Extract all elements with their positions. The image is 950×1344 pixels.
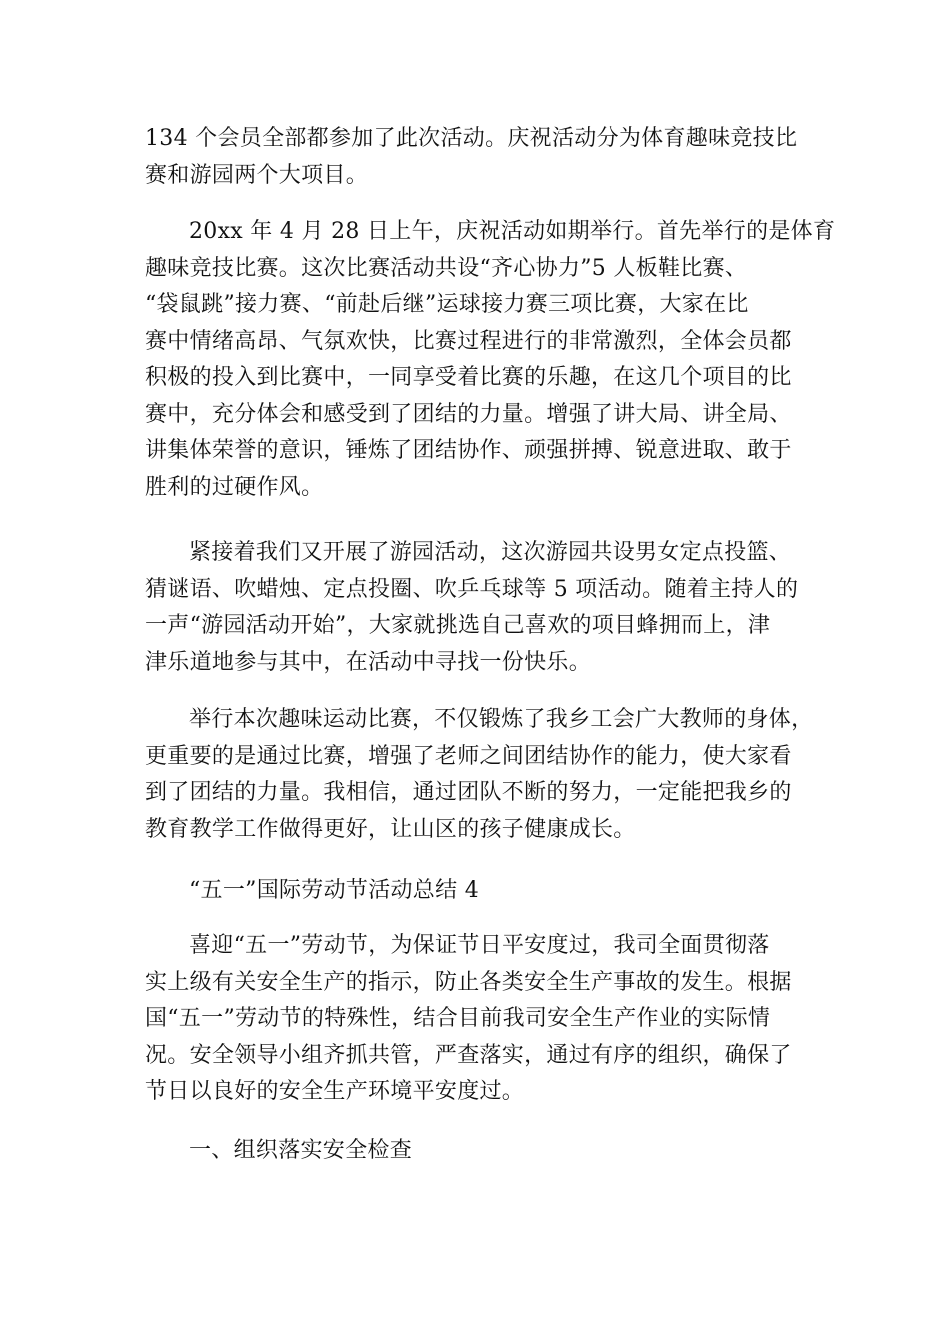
text-line: 赛和游园两个大项目。 [145, 162, 369, 188]
text-line: “袋鼠跳”接力赛、“前赴后继”运球接力赛三项比赛，大家在比 [145, 292, 749, 317]
text-line: 赛中，充分体会和感受到了团结的力量。增强了讲大局、讲全局、 [145, 401, 792, 427]
text-line: 紧接着我们又开展了游园活动，这次游园共设男女定点投篮、 [189, 540, 792, 565]
text-line: 国“五一”劳动节的特殊性，结合目前我司安全生产作业的实际情 [145, 1006, 771, 1031]
text-line: 喜迎“五一”劳动节，为保证节日平安度过，我司全面贯彻落 [189, 933, 770, 958]
text-line: 到了团结的力量。我相信，通过团队不断的努力，一定能把我乡的 [145, 780, 792, 805]
subheading-safety-inspection [145, 1133, 805, 1170]
text-line: 节日以良好的安全生产环境平安度过。 [145, 1079, 525, 1104]
section-heading-labor-day-summary-4 [145, 873, 805, 910]
heading-line: 一、组织落实安全检查 [189, 1138, 413, 1163]
text-line: 胜利的过硬作风。 [145, 474, 324, 500]
heading-line: “五一”国际劳动节活动总结 4 [189, 878, 479, 903]
text-line: 津乐道地参与其中，在活动中寻找一份快乐。 [145, 649, 592, 675]
text-line: 教育教学工作做得更好，让山区的孩子健康成长。 [145, 816, 636, 842]
paragraph-conclusion [145, 702, 814, 848]
text-line: 趣味竞技比赛。这次比赛活动共设“齐心协力”5 人板鞋比赛、 [145, 255, 748, 281]
text-line: 134 个会员全部都参加了此次活动。庆祝活动分为体育趣味竞技比 [145, 126, 798, 151]
text-line: 更重要的是通过比赛，增强了老师之间团结协作的能力，使大家看 [145, 743, 792, 769]
paragraph-sports-competition [145, 214, 836, 506]
text-line: 讲集体荣誉的意识，锤炼了团结协作、顽强拼搏、锐意进取、敢于 [145, 438, 792, 463]
paragraph-safety-production [145, 928, 805, 1111]
text-line: 况。安全领导小组齐抓共管，严查落实，通过有序的组织，确保了 [145, 1042, 792, 1068]
text-line: 猜谜语、吹蜡烛、定点投圈、吹乒乓球等 5 项活动。随着主持人的 [145, 576, 799, 602]
text-line: 20xx 年 4 月 28 日上午，庆祝活动如期举行。首先举行的是体育 [189, 219, 836, 244]
text-line: 赛中情绪高昂、气氛欢快，比赛过程进行的非常激烈，全体会员都 [145, 328, 792, 354]
paragraph-garden-party [145, 535, 805, 681]
text-line: 一声“游园活动开始”，大家就挑选自己喜欢的项目蜂拥而上，津 [145, 613, 771, 638]
text-line: 举行本次趣味运动比赛，不仅锻炼了我乡工会广大教师的身体， [189, 707, 814, 732]
paragraph-member-participation [145, 121, 805, 194]
text-line: 实上级有关安全生产的指示，防止各类安全生产事故的发生。根据 [145, 969, 792, 995]
text-line: 积极的投入到比赛中，一同享受着比赛的乐趣，在这几个项目的比 [145, 365, 792, 390]
